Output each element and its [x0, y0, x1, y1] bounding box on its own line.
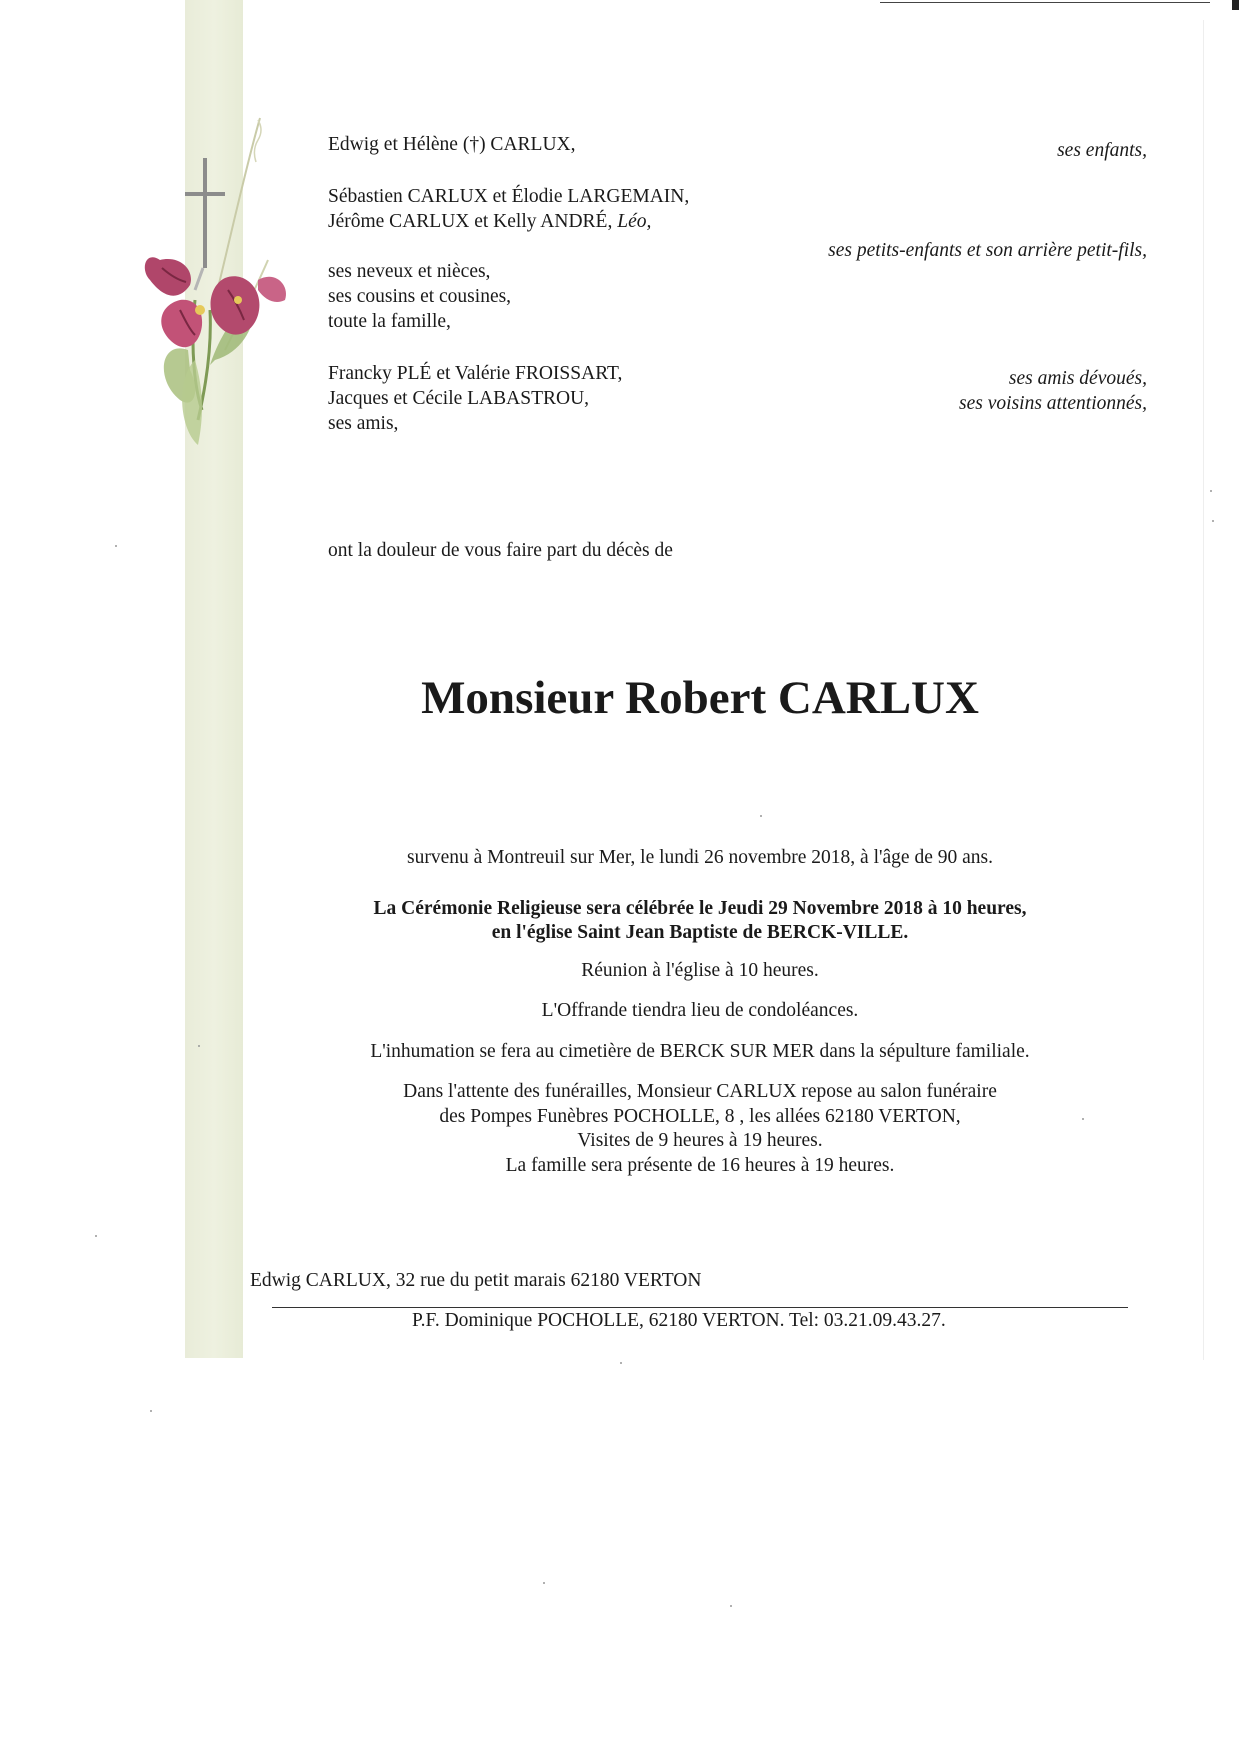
family-line: Jacques et Cécile LABASTROU, — [328, 388, 590, 409]
scan-speck — [95, 1235, 97, 1237]
page-edge — [1203, 20, 1204, 1360]
corner-mark — [1232, 0, 1239, 10]
family-line: ses amis, — [328, 413, 399, 434]
death-notice: survenu à Montreuil sur Mer, le lundi 26 novembre 2018, à l'âge de 90 ans. — [407, 847, 993, 868]
announcement-intro: ont la douleur de vous faire part du décès de — [328, 540, 673, 561]
scan-speck — [1082, 1118, 1084, 1120]
burial-line: L'inhumation se fera au cimetière de BERCK SUR MER dans la sépulture familiale. — [370, 1041, 1030, 1062]
rest-line: La famille sera présente de 16 heures à 19 heures. — [505, 1155, 895, 1176]
meeting-line: Réunion à l'église à 10 heures. — [581, 960, 819, 981]
family-line: ses neveux et nièces, — [328, 261, 491, 282]
great-grandchild-name: Léo, — [617, 211, 652, 232]
calla-lily-cross-illustration — [140, 110, 320, 480]
family-line: Francky PLÉ et Valérie FROISSART, — [328, 363, 623, 384]
offering-line: L'Offrande tiendra lieu de condoléances. — [541, 1000, 859, 1021]
family-address: Edwig CARLUX, 32 rue du petit marais 62180 VERTON — [250, 1270, 702, 1291]
family-line — [328, 209, 651, 234]
ceremony-line: La Cérémonie Religieuse sera célébrée le Jeudi 29 Novembre 2018 à 10 heures, — [373, 898, 1027, 919]
relation-label: ses petits-enfants et son arrière petit-fils, — [828, 240, 1147, 261]
scan-speck — [730, 1605, 732, 1607]
family-line: Edwig et Hélène (†) CARLUX, — [328, 134, 576, 155]
relation-label: ses amis dévoués, — [1008, 368, 1147, 389]
top-edge-line — [880, 2, 1210, 3]
scan-speck — [115, 545, 117, 547]
relation-label: ses enfants, — [1057, 140, 1147, 161]
family-line: toute la famille, — [328, 311, 451, 332]
rest-line: Visites de 9 heures à 19 heures. — [577, 1130, 823, 1151]
funeral-home-contact: P.F. Dominique POCHOLLE, 62180 VERTON. Tel: 03.21.09.43.27. — [412, 1310, 946, 1331]
ceremony-line: en l'église Saint Jean Baptiste de BERCK-VILLE. — [491, 922, 909, 943]
scan-speck — [620, 1362, 622, 1364]
cross-icon — [203, 158, 207, 268]
relation-label: ses voisins attentionnés, — [959, 393, 1147, 414]
rest-line: des Pompes Funèbres POCHOLLE, 8 , les allées 62180 VERTON, — [439, 1106, 961, 1127]
family-line-names: Jérôme CARLUX et Kelly ANDRÉ, — [328, 211, 618, 232]
scan-speck — [760, 815, 762, 817]
lily-flower-icon — [145, 257, 191, 295]
scan-speck — [198, 1045, 200, 1047]
scan-speck — [1212, 520, 1214, 522]
family-line: Sébastien CARLUX et Élodie LARGEMAIN, — [328, 186, 690, 207]
scan-speck — [543, 1582, 545, 1584]
scan-speck — [150, 1410, 152, 1412]
rest-line: Dans l'attente des funérailles, Monsieur CARLUX repose au salon funéraire — [403, 1081, 997, 1102]
scan-speck — [1210, 490, 1212, 492]
family-line: ses cousins et cousines, — [328, 286, 512, 307]
deceased-name: Monsieur Robert CARLUX — [421, 672, 979, 724]
